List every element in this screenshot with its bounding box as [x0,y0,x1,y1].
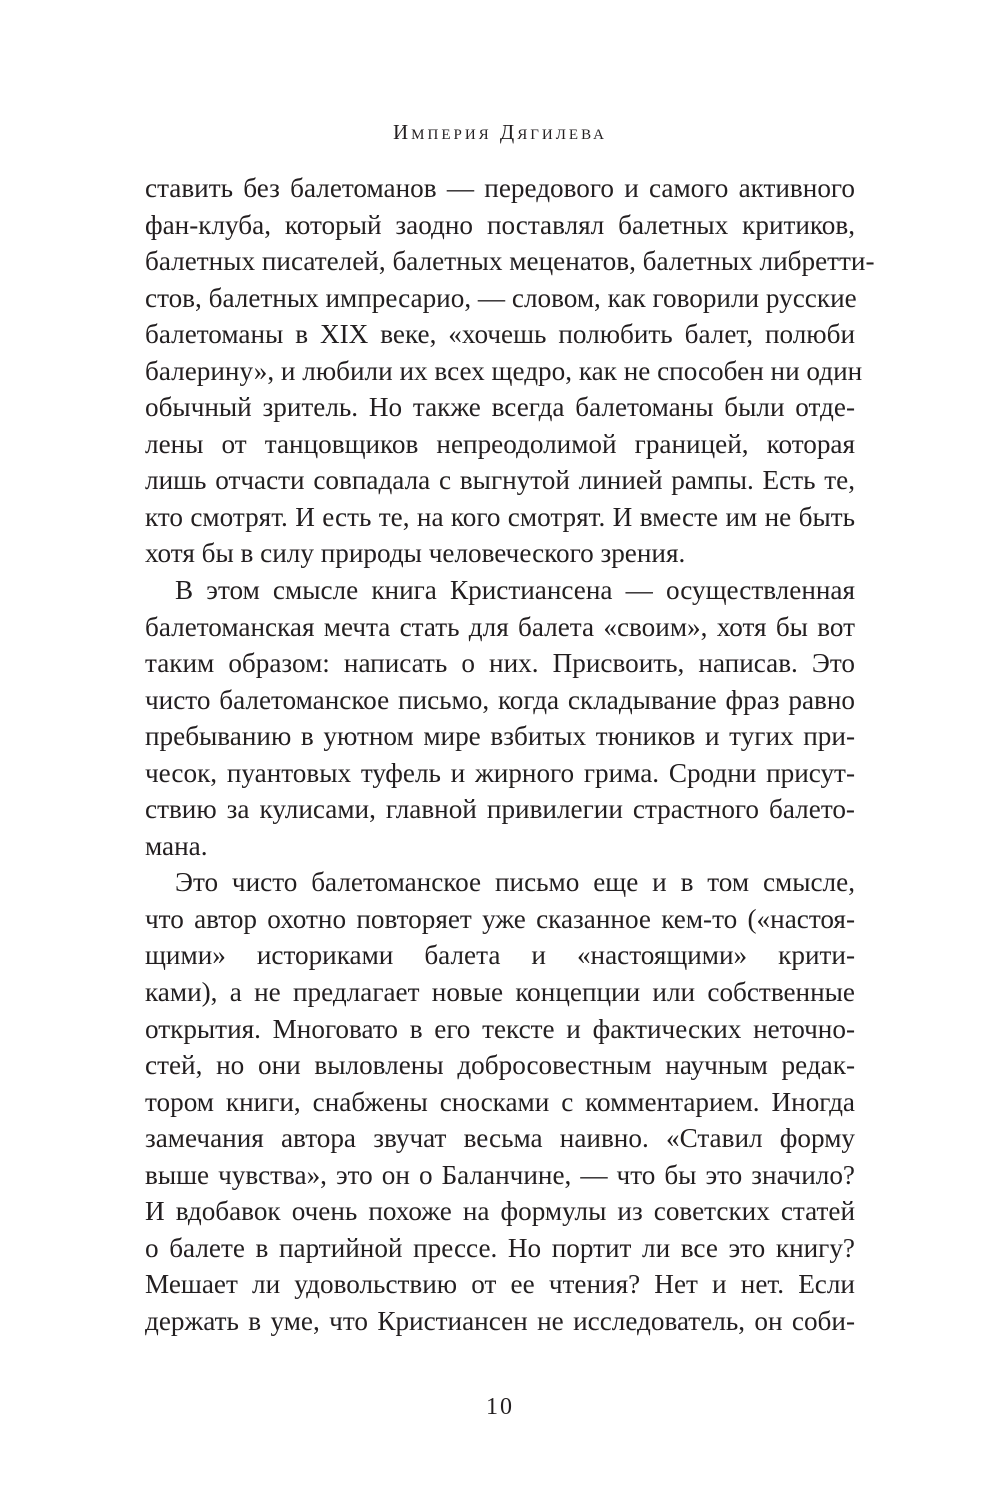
text-line: кто смотрят. И есть те, на кого смотрят. И вместе им не быть [145,501,855,532]
text-line: балетоманская мечта стать для балета «своим», хотя бы вот [145,611,855,642]
running-head: Империя Дягилева [393,120,607,144]
text-line: чесок, пуантовых туфель и жирного грима. Сродни присут- [145,757,855,788]
text-line: балетоманы в XIX веке, «хочешь полюбить балет, полюби [145,319,855,350]
page-number: 10 [486,1394,514,1420]
text-line: чисто балетоманское письмо, когда складывание фраз равно [145,684,855,715]
text-line: выше чувства», это он о Баланчине, — что бы это значило? [145,1159,855,1190]
text-line: обычный зритель. Но также всегда балетоманы были отде- [145,392,855,423]
text-line: таким образом: написать о них. Присвоить, написав. Это [145,648,855,679]
text-line: И вдобавок очень похоже на формулы из советских статей [145,1196,855,1227]
text-line: что автор охотно повторяет уже сказанное кем-то («настоя- [145,903,855,934]
body-text [145,170,875,1340]
text-line: замечания автора звучат весьма наивно. «Ставил форму [145,1123,855,1154]
text-line: балерину», и любили их всех щедро, как не способен ни один [145,355,863,386]
text-line: В этом смысле книга Кристиансена — осуществленная [175,575,855,606]
text-line: открытия. Многовато в его тексте и фактических неточно- [145,1013,855,1044]
text-line: Мешает ли удовольствию от ее чтения? Нет и нет. Если [145,1269,855,1300]
text-line: мана. [145,830,208,861]
text-line: Это чисто балетоманское письмо еще и в том смысле, [175,867,855,898]
text-line: ствию за кулисами, главной привилегии страстного балето- [145,794,855,825]
text-line: о балете в партийной прессе. Но портит ли все это книгу? [145,1232,855,1263]
text-line: стей, но они выловлены добросовестным научным редак- [145,1050,855,1081]
text-line: ставить без балетоманов — передового и самого активного [145,173,855,203]
text-line: лишь отчасти совпадала с выгнутой линией рампы. Есть те, [145,465,855,496]
text-line: лены от танцовщиков непреодолимой границей, которая [145,428,855,459]
text-line: щими» историками балета и «настоящими» крити- [145,940,855,971]
text-line: тором книги, снабжены сносками с комментарием. Иногда [145,1086,855,1117]
text-line: держать в уме, что Кристиансен не исследователь, он соби- [145,1305,855,1336]
text-line: балетных писателей, балетных меценатов, балетных либретти- [145,246,875,277]
text-line: пребыванию в уютном мире взбитых тюников и тугих при- [145,721,855,752]
text-line: фан-клуба, который заодно поставлял балетных критиков, [145,209,855,240]
text-line: хотя бы в силу природы человеческого зрения. [145,538,686,569]
text-line: ками), а не предлагает новые концепции или собственные [145,977,855,1008]
text-line: стов, балетных импресарио, — словом, как говорили русские [145,282,857,313]
